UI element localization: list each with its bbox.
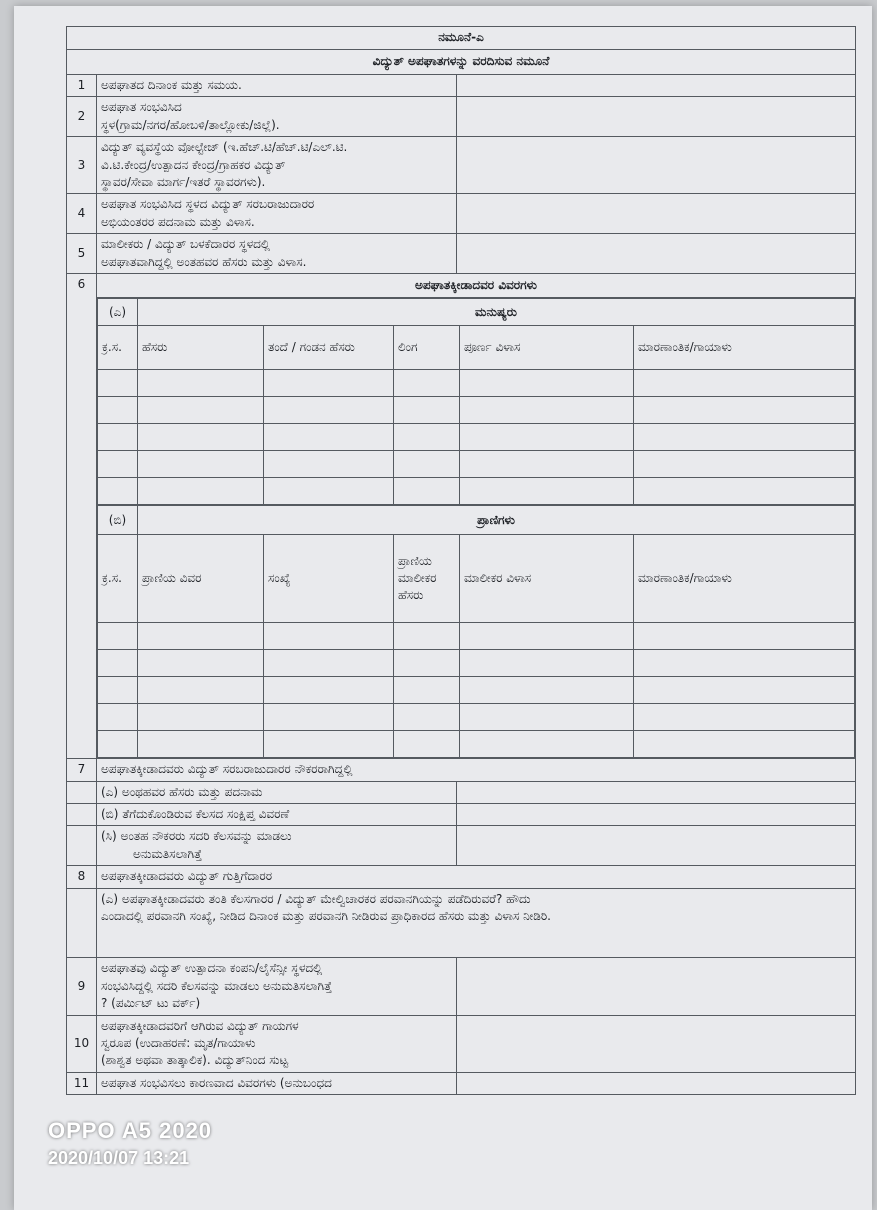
question-line: ಅಭಿಯಂತರರ ಪದನಾಮ ಮತ್ತು ವಿಳಾಸ. <box>101 214 255 229</box>
row-1 <box>67 75 856 97</box>
row-5 <box>67 234 856 274</box>
form-table <box>66 26 856 1095</box>
answer-cell[interactable] <box>457 826 856 866</box>
sub-label: (ಬಿ) <box>101 807 119 822</box>
answer-cell[interactable] <box>457 137 856 194</box>
accident-report-form <box>66 26 856 1095</box>
sub-label: (ಸಿ) <box>101 829 117 844</box>
question-line: ಅಪಘಾತವಾಗಿದ್ದಲ್ಲಿ ಅಂತಹವರ ಹೆಸರು ಮತ್ತು ವಿಳಾಸ. <box>101 254 307 269</box>
humans-title: ಮನುಷ್ಯರು <box>138 299 855 326</box>
question-text: ಅಪಘಾತಕ್ಕೀಡಾದವರು ವಿದ್ಯುತ್ ಸರಬರಾಜುದಾರರ ನೌಕರರಾಗಿದ್ದಲ್ಲಿ <box>97 759 856 781</box>
question-text <box>97 958 457 1015</box>
camera-brand: OPPO A5 2020 <box>48 1118 213 1143</box>
question-text <box>97 234 457 274</box>
question-line: ಸಂಭವಿಸಿದ್ದಲ್ಲಿ ಸದರಿ ಕೆಲಸವನ್ನು ಮಾಡಲು ಅನುಮತಿಸಲಾಗಿತ್ತೆ <box>101 978 332 993</box>
question-line: ವಿದ್ಯುತ್ ವ್ಯವಸ್ಥೆಯ ವೋಲ್ಟೇಜ್ (ಇ.ಹೆಚ್.ಟಿ/ಹೆಚ್.ಟಿ/ಎಲ್.ಟಿ. <box>101 140 348 155</box>
table-row <box>98 451 855 478</box>
col-animal-details: ಪ್ರಾಣಿಯ ವಿವರ <box>138 535 264 623</box>
sub-question: (ಎ) ಅಪಘಾತಕ್ಕೀಡಾದವರು ತಂತಿ ಕೆಲಸಗಾರರ / ವಿದ್ಯುತ್ ಮೇಲ್ವಿಚಾರಕರ ಪರವಾನಗಿಯನ್ನು ಪಡೆದಿರುವರೆ? ಹೌದು ಎಂದಾದಲ್ಲಿ ಪರವಾನಗಿ ಸಂಖ್ಯೆ, ನೀಡಿದ ದಿನಾಂಕ ಮತ್ತು ಪರವಾನಗಿ ನೀಡಿರುವ ಪ್ರಾಧಿಕಾರದ ಹೆಸರು ಮತ್ತು ವಿಳಾಸ ನೀಡಿರಿ. <box>97 888 856 958</box>
question-line: ? (ಪರ್ಮಿಟ್ ಟು ವರ್ಕ್) <box>101 996 201 1011</box>
question-line: ಅಪಘಾತ ಸಂಭವಿಸಿದ <box>101 100 182 115</box>
row-7b <box>67 804 856 826</box>
row-number: 4 <box>67 194 97 234</box>
table-row <box>98 397 855 424</box>
sub-question: (ಎ) ಅಂಥಹವರ ಹೆಸರು ಮತ್ತು ಪದನಾಮ <box>97 781 457 803</box>
camera-watermark <box>48 1118 212 1169</box>
question-line: ಸ್ಥಳ(ಗ್ರಾಮ/ನಗರ/ಹೋಬಳಿ/ತಾಲ್ಲೋಕು/ಜಿಲ್ಲೆ). <box>101 117 280 132</box>
question-line: ಸ್ವರೂಪ (ಉದಾಹರಣೆ: ಮೃತ/ಗಾಯಾಳು <box>101 1035 256 1050</box>
victims-section <box>97 273 856 758</box>
answer-cell[interactable] <box>457 804 856 826</box>
table-row <box>98 623 855 650</box>
row-7a <box>67 781 856 803</box>
table-row <box>98 370 855 397</box>
answer-cell[interactable] <box>457 97 856 137</box>
question-text: ಅಪಘಾತದ ದಿನಾಂಕ ಮತ್ತು ಸಮಯ. <box>97 75 457 97</box>
form-title: ವಿದ್ಯುತ್ ಅಪಘಾತಗಳನ್ನು ವರದಿಸುವ ನಮೂನೆ <box>67 50 856 75</box>
row-6 <box>67 273 856 758</box>
col-gender: ಲಿಂಗ <box>394 326 460 370</box>
col-fatal-injured: ಮಾರಣಾಂತಿಕ/ಗಾಯಾಳು <box>634 535 855 623</box>
form-title-row <box>67 50 856 75</box>
sub-label: (ಎ) <box>101 784 119 799</box>
question-line: ಮಾಲೀಕರು / ವಿದ್ಯುತ್ ಬಳಕೆದಾರರ ಸ್ಥಳದಲ್ಲಿ <box>101 237 270 252</box>
table-row <box>98 650 855 677</box>
row-number: 9 <box>67 958 97 1015</box>
row-2 <box>67 97 856 137</box>
row-9 <box>67 958 856 1015</box>
victims-heading: ಅಪಘಾತಕ್ಕೀಡಾದವರ ವಿವರಗಳು <box>97 274 855 298</box>
humans-header-row <box>98 326 855 370</box>
row-8 <box>67 866 856 888</box>
question-line: (ಶಾಶ್ವತ ಅಥವಾ ತಾತ್ಕಾಲಿಕ). ವಿದ್ಯುತ್‌ನಿಂದ ಸುಟ್ಟ <box>101 1053 289 1068</box>
table-row <box>98 731 855 758</box>
answer-cell[interactable] <box>457 1072 856 1094</box>
row-number: 3 <box>67 137 97 194</box>
sub-question: (ಬಿ) ತೆಗೆದುಕೊಂಡಿರುವ ಕೆಲಸದ ಸಂಕ್ಷಿಪ್ತ ವಿವರಣೆ <box>97 804 457 826</box>
col-owner-address: ಮಾಲೀಕರ ವಿಳಾಸ <box>460 535 634 623</box>
row-7 <box>67 759 856 781</box>
table-row <box>98 677 855 704</box>
sub-question: (ಸಿ) ಅಂತಹ ನೌಕರರು ಸದರಿ ಕೆಲಸವನ್ನು ಮಾಡಲು ಅನುಮತಿಸಲಾಗಿತ್ತೆ <box>97 826 457 866</box>
question-line: ಅಪಘಾತಕ್ಕೀಡಾದವರಿಗೆ ಆಗಿರುವ ವಿದ್ಯುತ್ ಗಾಯಗಳ <box>101 1018 299 1033</box>
question-line: ಅಪಘಾತವು ವಿದ್ಯುತ್ ಉತ್ಪಾದನಾ ಕಂಪನಿ/ಲೈಸೆನ್ಸೀ ಸ್ಥಳದಲ್ಲಿ <box>101 961 323 976</box>
form-number-row <box>67 27 856 50</box>
table-row <box>98 424 855 451</box>
answer-cell[interactable] <box>457 194 856 234</box>
question-text <box>97 194 457 234</box>
col-father-husband-name: ತಂದೆ / ಗಂಡನ ಹೆಸರು <box>264 326 394 370</box>
col-count: ಸಂಖ್ಯೆ <box>264 535 394 623</box>
question-line: ಸ್ಥಾವರ/ಸೇವಾ ಮಾರ್ಗ/ಇತರೆ ಸ್ಥಾವರಗಳು). <box>101 174 266 189</box>
humans-label: (ಎ) <box>98 299 138 326</box>
col-full-address: ಪೂರ್ಣ ವಿಳಾಸ <box>460 326 634 370</box>
question-text: ಅಪಘಾತ ಸಂಭವಿಸಲು ಕಾರಣವಾದ ವಿವರಗಳು (ಅನುಬಂಧದ <box>97 1072 457 1094</box>
answer-cell[interactable] <box>457 234 856 274</box>
humans-table <box>97 298 855 505</box>
animals-label: (ಬಿ) <box>98 506 138 535</box>
answer-cell[interactable] <box>457 781 856 803</box>
answer-cell[interactable] <box>457 958 856 1015</box>
question-text <box>97 97 457 137</box>
row-7c <box>67 826 856 866</box>
sub-label: (ಎ) <box>101 891 119 906</box>
table-row <box>98 704 855 731</box>
row-number: 7 <box>67 759 97 781</box>
row-number: 8 <box>67 866 97 888</box>
animals-title: ಪ್ರಾಣಿಗಳು <box>138 506 855 535</box>
row-number: 10 <box>67 1015 97 1072</box>
col-owner-name: ಪ್ರಾಣಿಯ ಮಾಲೀಕರ ಹೆಸರು <box>394 535 460 623</box>
row-4 <box>67 194 856 234</box>
question-line: ವಿ.ಟಿ.ಕೇಂದ್ರ/ಉತ್ಪಾದನ ಕೇಂದ್ರ/ಗ್ರಾಹಕರ ವಿದ್ಯುತ್ <box>101 157 286 172</box>
answer-cell[interactable] <box>457 75 856 97</box>
animals-header-row <box>98 535 855 623</box>
question-text <box>97 137 457 194</box>
question-text: ಅಪಘಾತಕ್ಕೀಡಾದವರು ವಿದ್ಯುತ್ ಗುತ್ತಿಗೆದಾರರ <box>97 866 856 888</box>
row-number: 2 <box>67 97 97 137</box>
row-number: 1 <box>67 75 97 97</box>
row-10 <box>67 1015 856 1072</box>
row-number: 11 <box>67 1072 97 1094</box>
col-serial: ಕ್ರ.ಸ. <box>98 326 138 370</box>
question-line: ಅಪಘಾತ ಸಂಭವಿಸಿದ ಸ್ಥಳದ ವಿದ್ಯುತ್ ಸರಬರಾಜುದಾರರ <box>101 197 315 212</box>
row-number: 5 <box>67 234 97 274</box>
animals-table <box>97 505 855 758</box>
row-number: 6 <box>67 273 97 758</box>
row-3 <box>67 137 856 194</box>
row-8a <box>67 888 856 958</box>
col-serial: ಕ್ರ.ಸ. <box>98 535 138 623</box>
col-name: ಹೆಸರು <box>138 326 264 370</box>
question-text <box>97 1015 457 1072</box>
form-number: ನಮೂನೆ-ಎ <box>67 27 856 50</box>
table-row <box>98 478 855 505</box>
col-fatal-injured: ಮಾರಣಾಂತಿಕ/ಗಾಯಾಳು <box>634 326 855 370</box>
answer-cell[interactable] <box>457 1015 856 1072</box>
capture-datetime: 2020/10/07 13:21 <box>48 1148 190 1168</box>
row-11 <box>67 1072 856 1094</box>
